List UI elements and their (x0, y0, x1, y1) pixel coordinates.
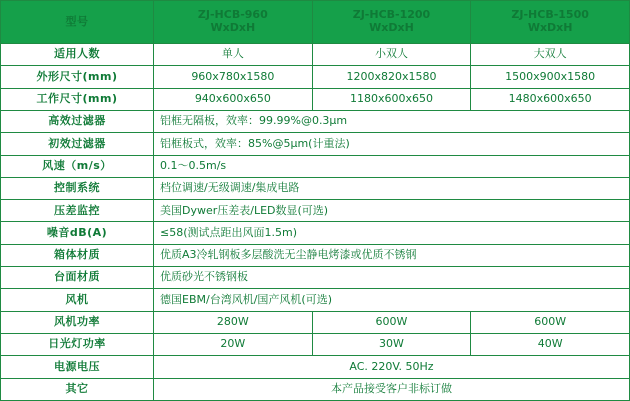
row-value-merged: AC. 220V. 50Hz (154, 356, 630, 378)
table-row (1, 110, 630, 132)
table-row (1, 244, 630, 266)
header-label-cell (1, 1, 154, 44)
row-value-2: 600W (312, 311, 471, 333)
table-row (1, 88, 630, 110)
table-row (1, 222, 630, 244)
row-label: 风机功率 (1, 311, 154, 333)
table-row (1, 378, 630, 400)
row-value-merged: 优质A3冷轧钢板多层酸洗无尘静电烤漆或优质不锈钢 (154, 244, 630, 266)
table-row (1, 155, 630, 177)
table-row (1, 200, 630, 222)
table-body (1, 1, 630, 401)
row-value-2: 小双人 (312, 43, 471, 65)
row-value-1: 940x600x650 (154, 88, 313, 110)
row-label: 箱体材质 (1, 244, 154, 266)
header-model-2-name: ZJ-HCB-1200 (352, 8, 431, 22)
row-value-merged: 铝框板式，效率：85%@5μm(计重法) (154, 133, 630, 155)
row-value-3: 1500x900x1580 (471, 66, 630, 88)
header-model-2 (312, 1, 471, 44)
table-row (1, 177, 630, 199)
row-label: 噪音dB(A) (1, 222, 154, 244)
table-row (1, 356, 630, 378)
table-header-row (1, 1, 630, 44)
row-value-merged: 档位调速/无级调速/集成电路 (154, 177, 630, 199)
table-row (1, 311, 630, 333)
row-value-merged: 本产品接受客户非标订做 (154, 378, 630, 400)
row-label: 风机 (1, 289, 154, 311)
table-row (1, 334, 630, 356)
table-row (1, 267, 630, 289)
row-label: 适用人数 (1, 43, 154, 65)
row-value-2: 1200x820x1580 (312, 66, 471, 88)
row-value-merged: 铝框无隔板，效率：99.99%@0.3μm (154, 110, 630, 132)
row-label: 控制系统 (1, 177, 154, 199)
row-label: 压差监控 (1, 200, 154, 222)
row-value-3: 40W (471, 334, 630, 356)
row-value-merged: 0.1～0.5m/s (154, 155, 630, 177)
row-value-merged: 德国EBM/台湾风机/国产风机(可选) (154, 289, 630, 311)
row-value-2: 1180x600x650 (312, 88, 471, 110)
row-value-1: 960x780x1580 (154, 66, 313, 88)
header-model-1-dims: WxDxH (210, 20, 256, 34)
row-value-3: 大双人 (471, 43, 630, 65)
header-model-1 (154, 1, 313, 44)
row-label: 高效过滤器 (1, 110, 154, 132)
header-model-2-dims: WxDxH (369, 20, 414, 34)
header-model-3-dims: WxDxH (527, 20, 573, 34)
table-row (1, 43, 630, 65)
header-model-3 (471, 1, 630, 44)
row-label: 初效过滤器 (1, 133, 154, 155)
row-value-3: 600W (471, 311, 630, 333)
row-value-3: 1480x600x650 (471, 88, 630, 110)
row-value-merged: ≤58(测试点距出风面1.5m) (154, 222, 630, 244)
row-label: 电源电压 (1, 356, 154, 378)
row-label: 其它 (1, 378, 154, 400)
header-model-1-name: ZJ-HCB-960 (197, 8, 268, 22)
row-value-2: 30W (312, 334, 471, 356)
row-label: 工作尺寸(mm) (1, 88, 154, 110)
row-value-merged: 优质砂光不锈钢板 (154, 267, 630, 289)
table-row (1, 289, 630, 311)
header-label-text: 型号 (65, 14, 89, 28)
row-label: 风速（m/s） (1, 155, 154, 177)
header-model-3-name: ZJ-HCB-1500 (511, 8, 589, 22)
row-label: 外形尺寸(mm) (1, 66, 154, 88)
row-value-1: 280W (154, 311, 313, 333)
table-row (1, 133, 630, 155)
row-label: 台面材质 (1, 267, 154, 289)
row-value-merged: 美国Dywer压差表/LED数显(可选) (154, 200, 630, 222)
row-value-1: 20W (154, 334, 313, 356)
table-row (1, 66, 630, 88)
row-label: 日光灯功率 (1, 334, 154, 356)
row-value-1: 单人 (154, 43, 313, 65)
